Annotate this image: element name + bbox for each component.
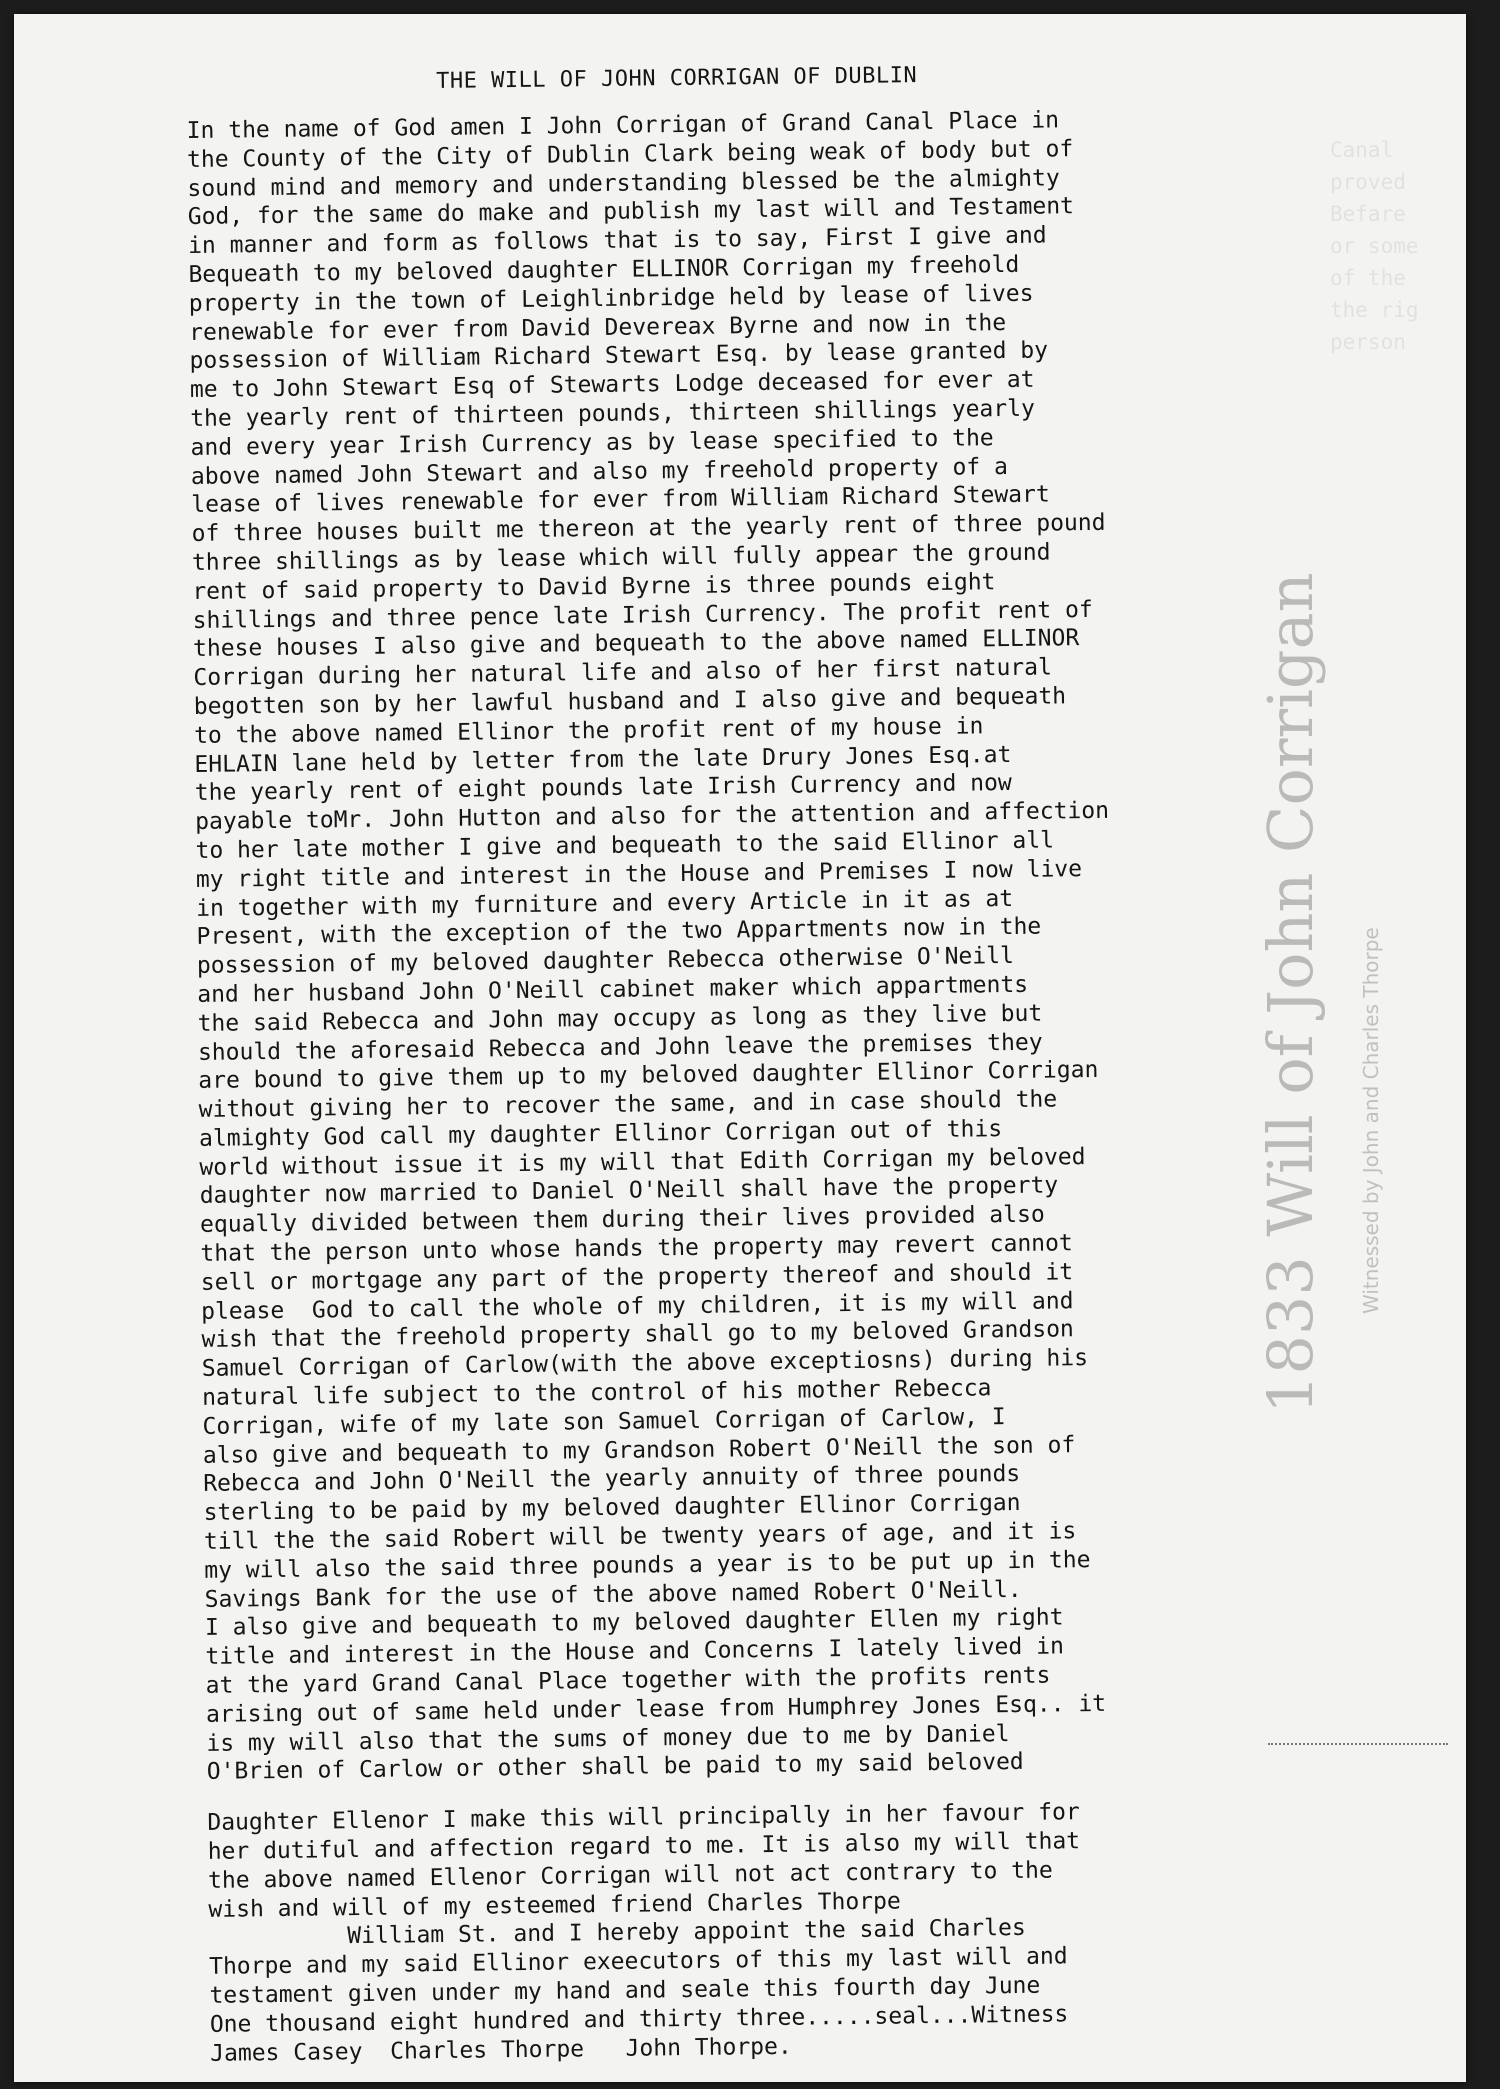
text-line: In the name of God amen I John Corrigan of Grand Canal Place in: [186, 107, 1060, 144]
text-line: almighty God call my daughter Ellinor Corrigan out of this: [198, 1116, 1003, 1152]
text-line: begotten son by her lawful husband and I also give and bequeath: [193, 683, 1067, 720]
text-line: One thousand eight hundred and thirty three.....seal...Witness: [209, 2001, 1069, 2038]
text-line: the County of the City of Dublin Clark being weak of body but of: [186, 135, 1074, 173]
text-line: William St. and I hereby appoint the said Charles: [208, 1915, 1026, 1952]
text-line: my right title and interest in the House and Premises I now live: [195, 855, 1083, 893]
text-line: Corrigan, wife of my late son Samuel Corrigan of Carlow, I: [202, 1403, 1006, 1440]
will-body-part-1: [187, 103, 1347, 1787]
text-line: Samuel Corrigan of Carlow(with the above exceptiosns) during his: [201, 1345, 1089, 1383]
text-line: EHLAIN lane held by letter from the late Drury Jones Esq.at: [194, 741, 1012, 778]
text-line: title and interest in the House and Concerns I lately lived in: [205, 1633, 1064, 1671]
text-line: renewable for ever from David Devereax Byrne and now in the: [189, 309, 1007, 346]
text-line: and her husband John O'Neill cabinet maker which appartments: [197, 971, 1029, 1008]
text-line: O'Brien of Carlow or other shall be paid to my said beloved: [206, 1749, 1024, 1786]
text-line: testament given under my hand and seale this fourth day June: [209, 1972, 1041, 2009]
text-line: the yearly rent of thirteen pounds, thirteen shillings yearly: [190, 395, 1036, 432]
text-line: till the the said Robert will be twenty years of age, and it is: [203, 1518, 1077, 1555]
margin-handwriting: 1833 Will of John Corrigan: [1254, 572, 1327, 1414]
text-line: sell or mortgage any part of the property thereof and should it: [200, 1259, 1074, 1296]
text-line: sterling to be paid by my beloved daughter Ellinor Corrigan: [203, 1490, 1021, 1527]
text-line: without giving her to recover the same, and in case should the: [198, 1086, 1058, 1124]
text-line: arising out of same held under lease from Humphrey Jones Esq.. it: [205, 1690, 1107, 1728]
text-line: that the person unto whose hands the property may revert cannot: [200, 1230, 1073, 1267]
text-line: these houses I also give and bequeath to the above named ELLINOR: [192, 625, 1080, 663]
text-line: to the above named Ellinor the profit rent of my house in: [193, 713, 984, 749]
bleed-through-text: Canal proved Befare or some of the the rig person: [1330, 138, 1419, 354]
text-line: are bound to give them up to my beloved daughter Ellinor Corrigan: [198, 1057, 1099, 1095]
text-line: sound mind and memory and understanding blessed be the almighty: [187, 164, 1060, 202]
text-line: and every year Irish Currency as by lease specified to the: [190, 424, 994, 461]
text-line: her dutiful and affection regard to me. It is also my will that: [207, 1828, 1081, 1865]
text-line: Present, with the exception of the two Appartments now in the: [196, 913, 1042, 951]
text-line: should the aforesaid Rebecca and John leave the premises they: [197, 1029, 1043, 1066]
document-title: THE WILL OF JOHN CORRIGAN OF DUBLIN: [435, 63, 918, 94]
text-line: me to John Stewart Esq of Stewarts Lodge deceased for ever at: [189, 366, 1035, 404]
text-line: lease of lives renewable for ever from William Richard Stewart: [191, 481, 1050, 519]
will-document: [186, 58, 1350, 2068]
text-line: in together with my furniture and every Article in it as at: [196, 885, 1014, 922]
text-line: world without issue it is my will that Edith Corrigan my beloved: [199, 1143, 1086, 1181]
text-line: possession of William Richard Stewart Esq. by lease granted by: [189, 337, 1049, 375]
text-line: in manner and form as follows that is to say, First I give and: [187, 222, 1047, 260]
text-line: rent of said property to David Byrne is three pounds eight: [192, 568, 996, 605]
text-line: natural life subject to the control of his mother Rebecca: [202, 1375, 992, 1411]
text-line: possession of my beloved daughter Rebecca otherwise O'Neill: [196, 943, 1015, 980]
text-line: please God to call the whole of my children, it is my will and: [200, 1287, 1074, 1325]
text-line: payable toMr. John Hutton and also for the attention and affection: [195, 797, 1110, 836]
text-line: daughter now married to Daniel O'Neill shall have the property: [199, 1172, 1059, 1210]
text-line: of three houses built me thereon at the yearly rent of three pound: [191, 509, 1106, 548]
text-line: I also give and bequeath to my beloved daughter Ellen my right: [204, 1604, 1064, 1642]
text-line: Bequeath to my beloved daughter ELLINOR Corrigan my freehold: [188, 251, 1020, 288]
text-line: equally divided between them during their lives provided also: [199, 1201, 1045, 1239]
text-line: the yearly rent of eight pounds late Irish Currency and now: [194, 770, 1012, 807]
text-line: wish that the freehold property shall go to my beloved Grandson: [201, 1316, 1074, 1354]
text-line: Corrigan during her natural life and also of her first natural: [193, 654, 1053, 692]
text-line: three shillings as by lease which will fully appear the ground: [191, 539, 1051, 576]
text-line: to her late mother I give and bequeath to the said Ellinor all: [195, 827, 1055, 864]
will-body-part-2: [207, 1795, 1350, 2068]
document-page: [14, 14, 1466, 2082]
text-line: God, for the same do make and publish my last will and Testament: [187, 193, 1075, 231]
text-line: Rebecca and John O'Neill the yearly annuity of three pounds: [203, 1461, 1021, 1498]
text-line: at the yard Grand Canal Place together with the profits rents: [205, 1662, 1051, 1699]
text-line: the above named Ellenor Corrigan will not act contrary to the: [207, 1857, 1053, 1894]
text-line: property in the town of Leighlinbridge held by lease of lives: [188, 280, 1034, 317]
text-line: the said Rebecca and John may occupy as long as they live but: [197, 1000, 1043, 1037]
text-line: James Casey Charles Thorpe John Thorpe.: [210, 2033, 792, 2067]
text-line: Savings Bank for the use of the above named Robert O'Neill.: [204, 1576, 1022, 1613]
text-line: my will also the said three pounds a year is to be put up in the: [204, 1546, 1091, 1584]
text-line: wish and will of my esteemed friend Charles Thorpe: [208, 1888, 901, 1923]
text-line: Daughter Ellenor I make this will principally in her favour for: [207, 1799, 1080, 1837]
text-line: above named John Stewart and also my freehold property of a: [190, 453, 1009, 490]
text-line: shillings and three pence late Irish Currency. The profit rent of: [192, 596, 1093, 634]
text-line: Thorpe and my said Ellinor exeecutors of this my last will and: [208, 1943, 1068, 1981]
text-line: also give and bequeath to my Grandson Robert O'Neill the son of: [202, 1431, 1076, 1469]
margin-small-note: Witnessed by John and Charles Thorpe: [1359, 927, 1383, 1314]
text-line: is my will also that the sums of money due to me by Daniel: [206, 1720, 1010, 1757]
dotted-divider: [1268, 1743, 1448, 1745]
